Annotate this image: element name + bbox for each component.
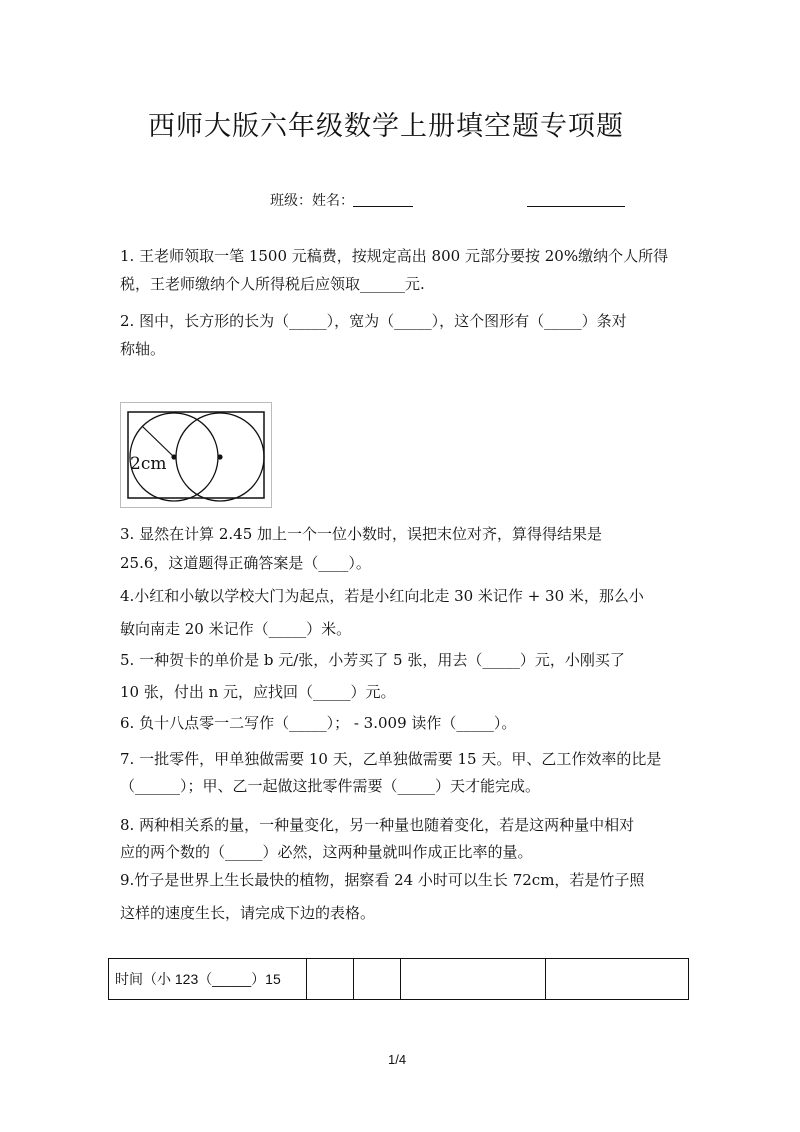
q2-line-2: 称轴。 [120,340,166,358]
q1-line-2: 税，王老师缴纳个人所得税后应领取______元. [120,275,425,293]
q1-line-1: 1. 王老师领取一笔 1500 元稿费，按规定高出 800 元部分要按 20%缴纳个人所得 [120,247,669,265]
radius-label: 2cm [130,454,167,474]
class-name-label: 班级：姓名： [270,193,354,209]
q9-line-2: 这样的速度生长，请完成下边的表格。 [120,904,376,922]
q8-line-2: 应的两个数的（_____）必然，这两种量就叫作成正比率的量。 [120,843,533,861]
bamboo-growth-table [108,958,689,1000]
page-title: 西师大版六年级数学上册填空题专项题 [148,111,624,142]
q7-line-2: （______）；甲、乙一起做这批零件需要（_____）天才能完成。 [120,777,541,795]
table-row [109,959,689,1000]
radius-line [142,426,174,457]
page-number: 1/4 [388,1052,407,1067]
q5-line-1: 5. 一种贺卡的单价是 b 元/张，小芳买了 5 张，用去（_____）元，小刚买了 [120,651,625,669]
table-cell [401,959,546,1000]
q3-line-1: 3. 显然在计算 2.45 加上一个一位小数时，误把末位对齐，算得得结果是 [120,525,603,543]
table-cell [354,959,401,1000]
q6-line: 6. 负十八点零一二写作（_____）； - 3.009 读作（_____）。 [120,714,517,732]
q7-line-1: 7. 一批零件，甲单独做需要 10 天，乙单独做需要 15 天。甲、乙工作效率的比是 [120,750,662,768]
name-blank-line [353,206,413,207]
q4-line-2: 敏向南走 20 米记作（_____）米。 [120,620,352,638]
table-cell [307,959,354,1000]
q5-line-2: 10 张，付出 n 元，应找回（_____）元。 [120,683,396,701]
q9-line-1: 9.竹子是世界上生长最快的植物，据察看 24 小时可以生长 72cm，若是竹子照 [120,871,645,889]
table-cell [546,959,689,1000]
right-circle-center [217,454,222,459]
extra-blank-line [527,206,625,207]
q4-line-1: 4.小红和小敏以学校大门为起点，若是小红向北走 30 米记作 + 30 米，那么小 [120,587,644,605]
q3-line-2: 25.6，这道题得正确答案是（____）。 [120,554,371,572]
q8-line-1: 8. 两种相关系的量，一种量变化，另一种量也随着变化，若是这两种量中相对 [120,816,635,834]
q2-line-1: 2. 图中，长方形的长为（_____），宽为（_____），这个图形有（_____）条对 [120,312,627,330]
table-cell-time: 时间（小 123（_____）15 [109,959,307,1000]
rectangle-circles-figure [120,402,272,508]
